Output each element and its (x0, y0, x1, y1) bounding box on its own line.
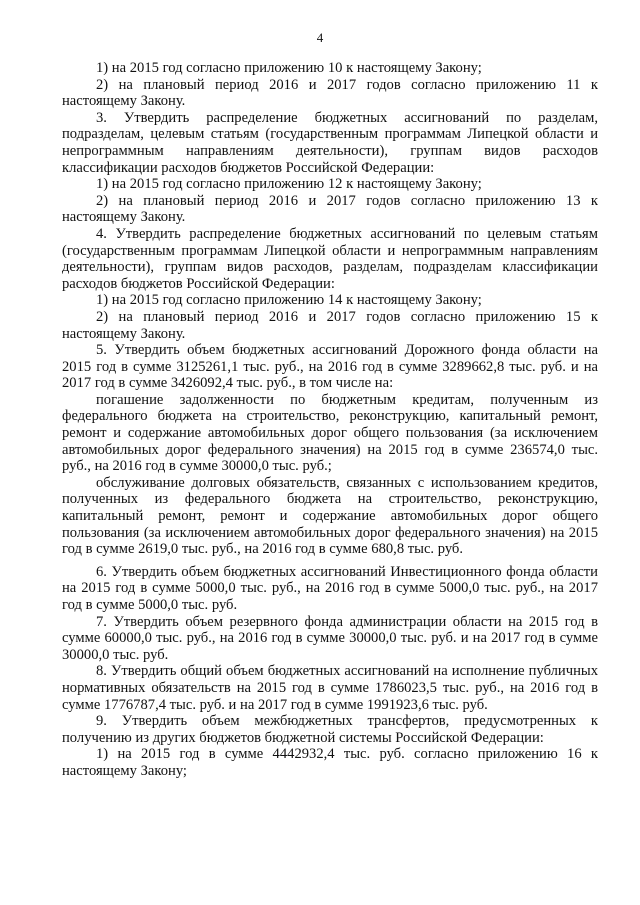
paragraph: 4. Утвердить распределение бюджетных ассигнований по целевым статьям (государственным программам Липецкой области и непрограммным направлениям деятельности), группам видов расходов, разделам, подразделам классификации расходов бюджетов Российской Федерации: (62, 225, 598, 292)
paragraph: 3. Утвердить распределение бюджетных ассигнований по разделам, подразделам, целевым статьям (государственным программам Липецкой области и непрограммным направлениям деятельности), группам видов расходов классификации расходов бюджетов Российской Федерации: (62, 109, 598, 176)
paragraph: 1) на 2015 год согласно приложению 12 к настоящему Закону; (96, 176, 482, 193)
paragraph: 2) на плановый период 2016 и 2017 годов согласно приложению 11 к настоящему Закону. (62, 76, 598, 110)
paragraph: 2) на плановый период 2016 и 2017 годов согласно приложению 15 к настоящему Закону. (62, 308, 598, 342)
paragraph: 1) на 2015 год согласно приложению 14 к настоящему Закону; (96, 292, 482, 309)
paragraph: 2) на плановый период 2016 и 2017 годов согласно приложению 13 к настоящему Закону. (62, 192, 598, 226)
paragraph: 9. Утвердить объем межбюджетных трансфертов, предусмотренных к получению из других бюджетов бюджетной системы Российской Федерации: (62, 713, 598, 746)
paragraph: 7. Утвердить объем резервного фонда администрации области на 2015 год в сумме 60000,0 тыс. руб., на 2016 год в сумме 30000,0 тыс. руб. и на 2017 год в сумме 30000,0 тыс. руб. (62, 613, 598, 663)
paragraph: погашение задолженности по бюджетным кредитам, полученным из федерального бюджета на строительство, реконструкцию, капитальный ремонт, ремонт и содержание автомобильных дорог общего пользования (за исключением автомобильных дорог федерального значения) на 2015 год в сумме 236574,0 тыс. руб., на 2016 год в сумме 30000,0 тыс. руб.; (62, 391, 598, 475)
paragraph: обслуживание долговых обязательств, связанных с использованием кредитов, полученных из федерального бюджета на строительство, реконструкцию, капитальный ремонт, ремонт и содержание автомобильных дорог общего пользования (за исключением автомобильных дорог федерального значения) на 2015 год в сумме 2619,0 тыс. руб., на 2016 год в сумме 680,8 тыс. руб. (62, 474, 598, 558)
paragraph: 5. Утвердить объем бюджетных ассигнований Дорожного фонда области на 2015 год в сумме 3125261,1 тыс. руб., на 2016 год в сумме 3289662,8 тыс. руб. и на 2017 год в сумме 3426092,4 тыс. руб., в том числе на: (62, 342, 598, 392)
paragraph: 1) на 2015 год в сумме 4442932,4 тыс. руб. согласно приложению 16 к настоящему Закону; (62, 746, 598, 779)
document-body (62, 60, 598, 780)
paragraph: 1) на 2015 год согласно приложению 10 к настоящему Закону; (96, 60, 482, 76)
page-number: 4 (316, 30, 324, 45)
paragraph: 8. Утвердить общий объем бюджетных ассигнований на исполнение публичных нормативных обязательств на 2015 год в сумме 1786023,5 тыс. руб., на 2016 год в сумме 1776787,4 тыс. руб. и на 2017 год в сумме 1991923,6 тыс. руб. (62, 663, 598, 713)
paragraph: 6. Утвердить объем бюджетных ассигнований Инвестиционного фонда области на 2015 год в сумме 5000,0 тыс. руб., на 2016 год в сумме 5000,0 тыс. руб., на 2017 год в сумме 5000,0 тыс. руб. (62, 563, 598, 613)
